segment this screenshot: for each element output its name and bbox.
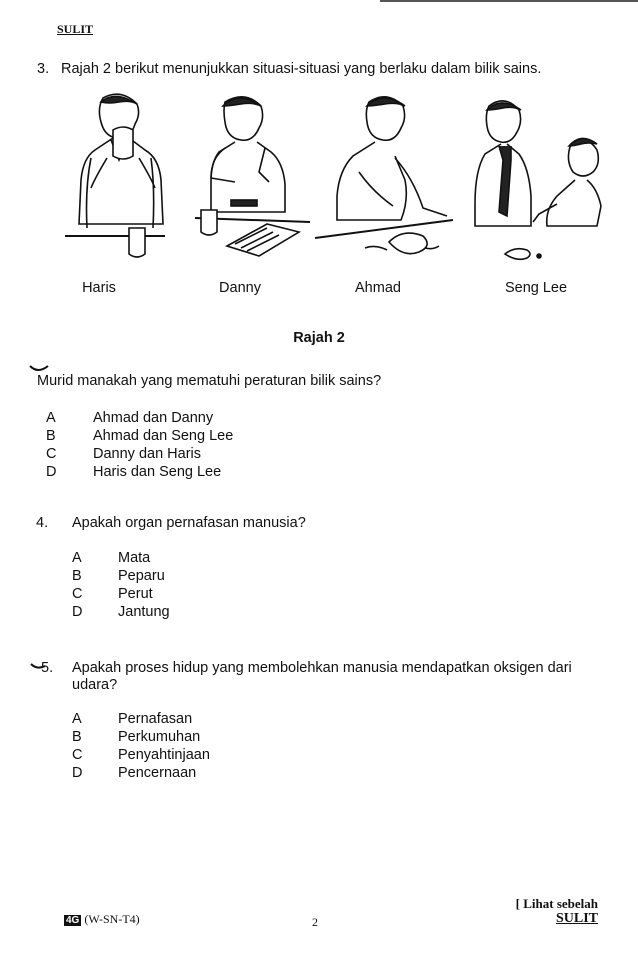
footer-sulit: SULIT <box>555 911 598 926</box>
option-letter: D <box>72 765 83 781</box>
header-sulit: SULIT <box>57 22 94 36</box>
option-text: Haris dan Seng Lee <box>93 464 222 480</box>
option-letter: D <box>72 604 83 620</box>
footer-code-text: (W-SN-T4) <box>84 912 140 926</box>
option-text: Penyahtinjaan <box>118 747 210 763</box>
question-5-text-line-2: udara? <box>72 677 118 693</box>
option-text: Pernafasan <box>118 711 193 727</box>
top-edge-line <box>380 0 638 2</box>
figure-caption-danny: Danny <box>219 280 261 296</box>
option-text: Danny dan Haris <box>93 446 201 462</box>
figure-caption-seng-lee: Seng Lee <box>504 280 568 296</box>
option-letter: A <box>72 711 82 727</box>
figure-haris <box>55 88 175 268</box>
figure-caption-ahmad: Ahmad <box>355 280 401 296</box>
option-text: Jantung <box>118 604 170 620</box>
option-text: Perut <box>118 586 153 602</box>
question-4-number: 4. <box>36 515 49 531</box>
option-letter: A <box>72 550 82 566</box>
footer-lihat-sebelah: [ Lihat sebelah <box>515 896 598 911</box>
option-text: Peparu <box>118 568 165 584</box>
option-letter: A <box>46 410 56 426</box>
option-letter: B <box>72 568 82 584</box>
option-letter: C <box>46 446 57 462</box>
option-text: Ahmad dan Danny <box>93 410 214 426</box>
option-text: Ahmad dan Seng Lee <box>93 428 234 444</box>
question-4-text: Apakah organ pernafasan manusia? <box>72 515 306 531</box>
figure-title-rajah-2: Rajah 2 <box>293 330 345 346</box>
figure-caption-haris: Haris <box>82 280 116 296</box>
option-letter: D <box>46 464 57 480</box>
figure-seng-lee <box>465 88 615 268</box>
question-5-text-line-1: Apakah proses hidup yang membolehkan manusia mendapatkan oksigen dari <box>72 660 572 676</box>
footer-badge: 4G <box>66 915 80 926</box>
option-letter: B <box>72 729 82 745</box>
figure-danny <box>195 88 315 268</box>
question-5-number: 5. <box>41 660 54 676</box>
question-3-text: Rajah 2 berikut menunjukkan situasi-situasi yang berlaku dalam bilik sains. <box>61 61 542 77</box>
option-text: Pencernaan <box>118 765 197 781</box>
figure-ahmad <box>315 88 455 268</box>
option-letter: C <box>72 747 83 763</box>
question-3-number: 3. <box>37 61 50 77</box>
option-text: Mata <box>118 550 151 566</box>
option-text: Perkumuhan <box>118 729 201 745</box>
option-letter: B <box>46 428 56 444</box>
page-number: 2 <box>312 915 318 929</box>
question-3-prompt: Murid manakah yang mematuhi peraturan bilik sains? <box>37 373 382 389</box>
option-letter: C <box>72 586 83 602</box>
footer-paper-code <box>64 912 140 927</box>
